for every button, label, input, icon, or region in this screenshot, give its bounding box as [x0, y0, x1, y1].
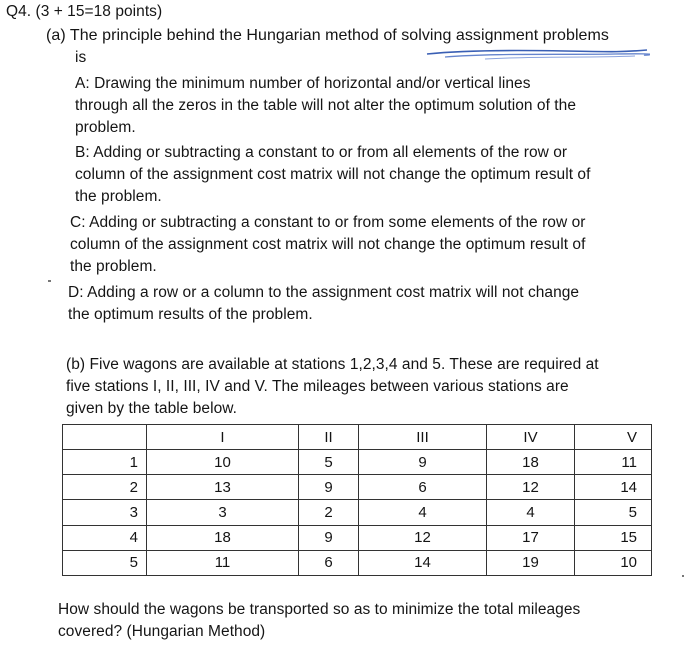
table-cell: 9	[299, 475, 359, 500]
table-cell: 5	[299, 450, 359, 475]
table-cell: 4	[487, 500, 575, 525]
row-station-label: 1	[63, 450, 147, 475]
table-cell: 14	[359, 550, 487, 575]
table-cell: 9	[299, 525, 359, 550]
table-cell: 10	[147, 450, 299, 475]
option-a-line-1: A: Drawing the minimum number of horizontal and/or vertical lines	[75, 75, 531, 92]
scan-speck	[48, 280, 51, 282]
option-a-line-2: through all the zeros in the table will not alter the optimum solution of the	[75, 97, 576, 114]
table-cell: 10	[575, 550, 652, 575]
option-b-line-1: B: Adding or subtracting a constant to or from all elements of the row or	[75, 144, 568, 161]
table-cell: 6	[299, 550, 359, 575]
scan-speck	[682, 575, 684, 577]
underline-scribble	[425, 44, 650, 62]
table-header-cell: II	[299, 425, 359, 450]
table-cell: 15	[575, 525, 652, 550]
table-cell: 14	[575, 475, 652, 500]
option-c-line-3: the problem.	[70, 258, 157, 275]
option-d-line-1: D: Adding a row or a column to the assignment cost matrix will not change	[68, 284, 580, 301]
table-cell: 18	[147, 525, 299, 550]
closing-question-line-2: covered? (Hungarian Method)	[58, 623, 266, 640]
part-b-line-2: five stations I, II, III, IV and V. The mileages between various stations are	[66, 378, 569, 395]
option-c-line-1: C: Adding or subtracting a constant to or from some elements of the row or	[70, 214, 586, 231]
table-cell: 5	[575, 500, 652, 525]
part-a-stem: (a) The principle behind the Hungarian method of solving assignment problems	[46, 27, 609, 44]
table-row	[63, 525, 652, 550]
part-a-stem-continued: is	[75, 49, 87, 66]
table-cell: 17	[487, 525, 575, 550]
closing-question-line-1: How should the wagons be transported so as to minimize the total mileages	[58, 601, 581, 618]
table-cell: 19	[487, 550, 575, 575]
option-a-line-3: problem.	[75, 119, 136, 136]
table-header-cell: I	[147, 425, 299, 450]
table-cell: 3	[147, 500, 299, 525]
table-row	[63, 475, 652, 500]
row-station-label: 3	[63, 500, 147, 525]
option-b-line-3: the problem.	[75, 188, 162, 205]
part-b-line-1: (b) Five wagons are available at stations 1,2,3,4 and 5. These are required at	[66, 356, 599, 373]
row-station-label: 2	[63, 475, 147, 500]
part-b-line-3: given by the table below.	[66, 400, 238, 417]
table-cell: 2	[299, 500, 359, 525]
table-header-cell: IV	[487, 425, 575, 450]
table-cell: 13	[147, 475, 299, 500]
option-b-line-2: column of the assignment cost matrix will not change the optimum result of	[75, 166, 591, 183]
table-row	[63, 550, 652, 575]
table-cell: 11	[575, 450, 652, 475]
option-c-line-2: column of the assignment cost matrix will not change the optimum result of	[70, 236, 586, 253]
table-row	[63, 450, 652, 475]
table-header-cell	[63, 425, 147, 450]
question-title: Q4. (3 + 15=18 points)	[6, 3, 163, 20]
option-d-line-2: the optimum results of the problem.	[68, 306, 313, 323]
mileage-table	[62, 424, 652, 576]
table-cell: 4	[359, 500, 487, 525]
row-station-label: 5	[63, 550, 147, 575]
table-header-cell: III	[359, 425, 487, 450]
table-cell: 11	[147, 550, 299, 575]
table-row	[63, 500, 652, 525]
table-cell: 12	[487, 475, 575, 500]
table-cell: 12	[359, 525, 487, 550]
table-cell: 9	[359, 450, 487, 475]
table-cell: 18	[487, 450, 575, 475]
table-header-row	[63, 425, 652, 450]
table-cell: 6	[359, 475, 487, 500]
table-header-cell: V	[575, 425, 652, 450]
row-station-label: 4	[63, 525, 147, 550]
